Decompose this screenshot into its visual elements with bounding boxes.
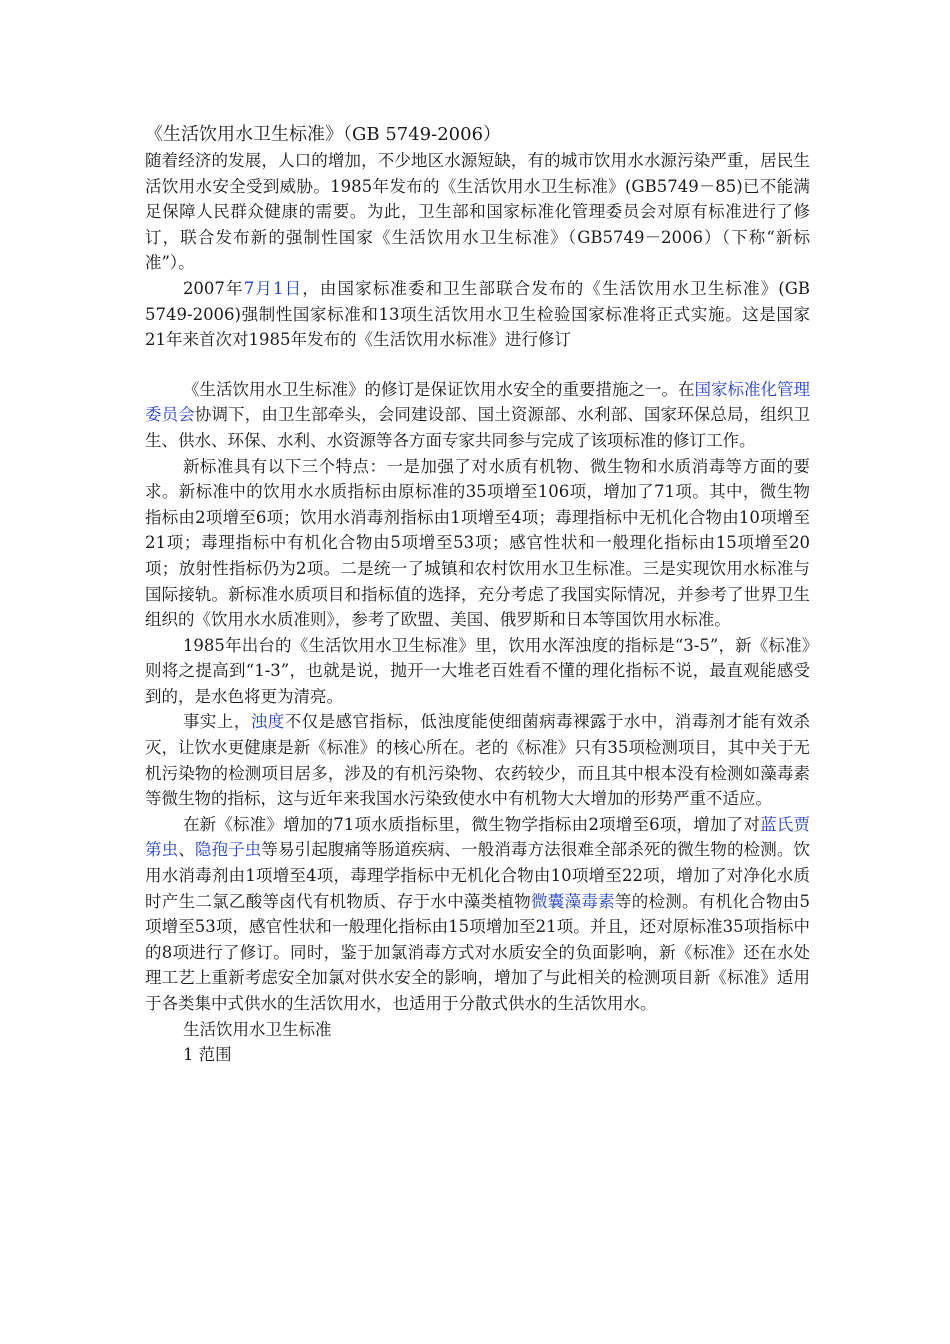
paragraph-new-indicators-part2: 等易引起腹痛等肠道疾病、一般消毒方法很难全部杀死的微生物的检测。饮用水消毒剂由1项增至4项，毒理学指标中无机化合物由10项增至22项，增加了对净化水质时产生二氯乙酸等卤代有机物质、存于水中藻类植物 — [145, 840, 811, 911]
paragraph-turbidity-lead: 事实上， — [182, 712, 251, 732]
giardia-link[interactable]: 蓝氏贾第虫 — [145, 814, 811, 860]
paragraph-gap — [145, 353, 810, 377]
paragraph-features: 新标准具有以下三个特点：一是加强了对水质有机物、微生物和水质消毒等方面的要求。新标准中的饮用水水质指标由原标准的35项增至106项，增加了71项。其中，微生物指标由2项增至6项；饮用水消毒剂指标由1项增至4项；毒理指标中无机化合物由10项增至21项；毒理指标中有机化合物由5项增至53项；感官性状和一般理化指标由15项增至20项；放射性指标仍为2项。二是统一了城镇和农村饮用水卫生标准。三是实现饮用水标准与国际接轨。新标准水质项目和指标值的选择，充分考虑了我国实际情况，并参考了世界卫生组织的《饮用水水质准则》，参考了欧盟、美国、俄罗斯和日本等国饮用水标准。 — [145, 456, 810, 630]
document-page — [145, 122, 810, 1068]
paragraph-new-indicators-sep: 、 — [178, 840, 195, 860]
paragraph-implementation-lead: 2007年 — [182, 278, 244, 298]
paragraph-turbidity-standard: 1985年出台的《生活饮用水卫生标准》里，饮用水浑浊度的指标是“3-5”，新《标准》则将之提高到“1-3”，也就是说，抛开一大堆老百姓看不懂的理化指标不说，最直观能感受到的，是水色将更为清亮。 — [145, 635, 810, 706]
paragraph-revision-lead: 《生活饮用水卫生标准》的修订是保证饮用水安全的重要措施之一。在 — [182, 379, 695, 399]
section-heading-standard: 生活饮用水卫生标准 — [182, 1019, 332, 1039]
cryptosporidium-link[interactable]: 隐孢子虫 — [194, 840, 262, 860]
date-link[interactable]: 7月1日 — [243, 278, 303, 298]
paragraph-new-indicators-part3: 等的检测。有机化合物由5项增至53项，感官性状和一般理化指标由15项增加至21项。并且，还对原标准35项指标中的8项进行了修订。同时，鉴于加氯消毒方式对水质安全的负面影响，新《标准》还在水处理工艺上重新考虑安全加氯对供水安全的影响，增加了与此相关的检测项目新《标准》适用于各类集中式供水的生活饮用水，也适用于分散式供水的生活饮用水。 — [145, 891, 811, 1013]
turbidity-link[interactable]: 浊度 — [250, 712, 285, 732]
paragraph-new-indicators-part1: 在新《标准》增加的71项水质指标里，微生物学指标由2项增至6项，增加了对 — [182, 814, 761, 834]
paragraph-revision — [145, 377, 810, 454]
paragraph-implementation — [145, 276, 810, 353]
paragraph-revision-body: 协调下，由卫生部牵头，会同建设部、国土资源部、水利部、国家环保总局，组织卫生、供水、环保、水利、水资源等各方面专家共同参与完成了该项标准的修订工作。 — [145, 405, 811, 450]
section-heading-scope: 1 范围 — [182, 1045, 232, 1065]
paragraph-turbidity — [145, 709, 810, 811]
paragraph-implementation-body: ，由国家标准委和卫生部联合发布的《生活饮用水卫生标准》(GB 5749-2006)强制性国家标准和13项生活饮用水卫生检验国家标准将正式实施。这是国家21年来首次对1985年发布的《生活饮用水标准》进行修订 — [145, 278, 811, 350]
paragraph-intro: 随着经济的发展，人口的增加，不少地区水源短缺，有的城市饮用水水源污染严重，居民生活饮用水安全受到威胁。1985年发布的《生活饮用水卫生标准》(GB5749－85)已不能满足保障人民群众健康的需要。为此，卫生部和国家标准化管理委员会对原有标准进行了修订，联合发布新的强制性国家《生活饮用水卫生标准》（GB5749－2006）（下称“新标准”）。 — [145, 151, 810, 273]
paragraph-turbidity-body: 不仅是感官指标，低浊度能使细菌病毒裸露于水中，消毒剂才能有效杀灭，让饮水更健康是新《标准》的核心所在。老的《标准》只有35项检测项目，其中关于无机污染物的检测项目居多，涉及的有机污染物、农药较少，而且其中根本没有检测如藻毒素等微生物的指标，这与近年来我国水污染致使水中有机物大大增加的形势严重不适应。 — [145, 712, 811, 809]
document-title: 《生活饮用水卫生标准》（GB 5749-2006） — [145, 124, 502, 145]
microcystin-link[interactable]: 微囊藻毒素 — [531, 891, 615, 911]
sac-link[interactable]: 国家标准化管理委员会 — [145, 379, 811, 425]
paragraph-new-indicators — [145, 812, 810, 1017]
